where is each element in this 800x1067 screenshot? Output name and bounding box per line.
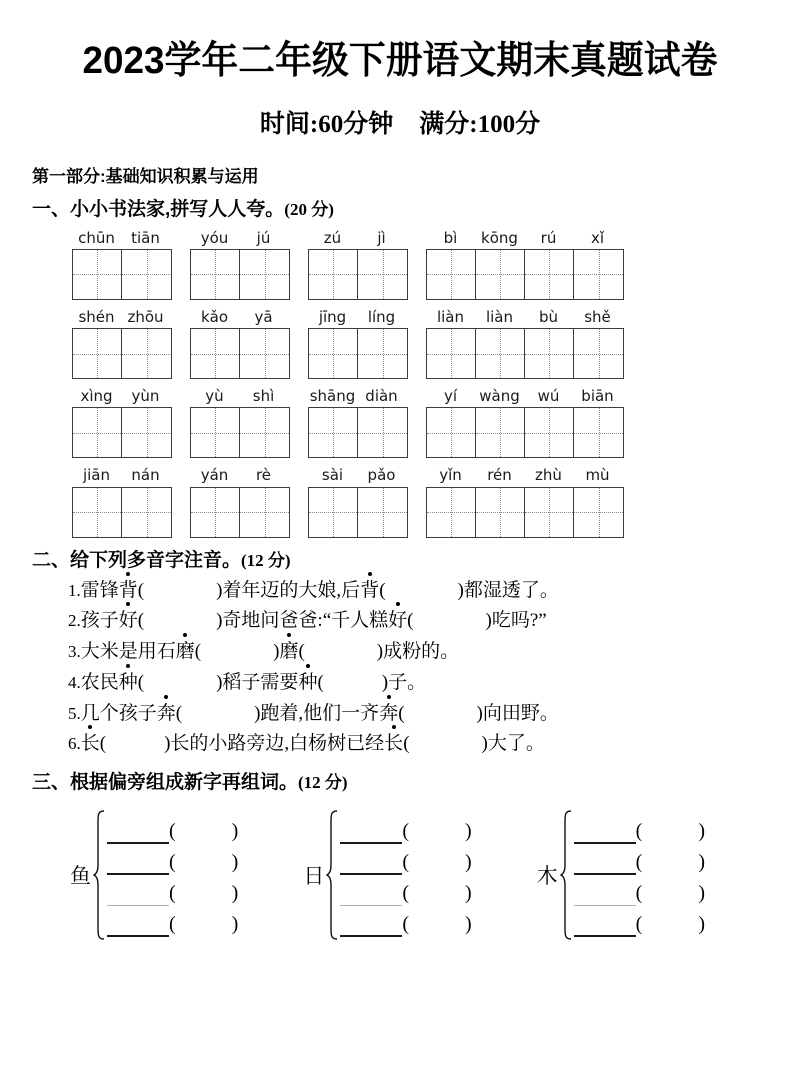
tianzige-cell[interactable] [309,250,358,299]
curly-brace-icon [560,810,572,940]
question-text: ( [407,610,414,632]
emphasized-character: 好 [119,606,138,637]
tianzige-cell[interactable] [73,250,122,299]
radical-group [70,810,303,940]
question-text: )长的小路旁边,白杨树已经 [164,733,385,755]
paren-left: ( [169,851,176,874]
pinyin-line [308,307,406,327]
radical-character: 木 [536,864,558,889]
pinyin-line [308,386,406,406]
radical-answer-rows [340,813,471,937]
question-line [68,668,770,699]
paren-left: ( [402,820,409,843]
exam-meta [30,86,770,140]
tianzige-cell[interactable] [191,329,240,378]
word-parentheses[interactable] [402,883,471,906]
curly-brace [560,810,572,940]
paren-left: ( [635,913,643,936]
radical-answer-row [574,813,705,844]
pinyin-syllable: rè [255,466,272,485]
pinyin-syllable: bù [538,307,559,326]
section-2-title: 二、给下列多音字注音。 [32,549,242,571]
tianzige-cell[interactable] [122,408,171,457]
tianzige-grid[interactable] [72,407,172,458]
radical-answer-row [107,844,238,875]
radical-answer-row [574,906,705,937]
tianzige-grid[interactable] [426,328,624,379]
question-line [68,699,770,730]
new-character-blank[interactable] [340,849,402,875]
tianzige-grid[interactable] [190,487,290,538]
section-3-radical-groups [30,810,770,940]
emphasized-character: 奔 [379,699,398,730]
tianzige-cell[interactable] [358,329,407,378]
pinyin-syllable: mù [585,466,610,485]
radical-answer-row [340,813,471,844]
emphasized-character: 长 [384,729,403,760]
new-character-blank[interactable] [107,880,169,906]
question-text: ( [317,671,324,693]
emphasized-character: 种 [119,668,138,699]
pinyin-line [426,228,622,248]
pinyin-syllable: yā [254,307,273,326]
pinyin-syllable: zhù [535,466,562,485]
question-text: ( [298,641,305,663]
question-number: 5. [68,703,81,723]
question-text: )都湿透了。 [457,579,559,601]
tianzige-cell[interactable] [191,408,240,457]
pinyin-syllable: wàng [479,387,520,405]
question-text: )大了。 [481,733,545,755]
pinyin-line [190,228,288,248]
word-parentheses[interactable] [402,914,471,937]
tianzige-cell[interactable] [358,250,407,299]
paren-right: ) [465,820,472,843]
radical-answer-rows [107,813,238,937]
tianzige-cell[interactable] [240,329,289,378]
question-text: ( [137,671,145,693]
curly-brace-icon [326,810,338,940]
pinyin-syllable: liàn [485,307,514,326]
word-group [308,386,408,458]
radical-answer-rows [574,813,705,937]
pinyin-syllable: jīng [318,307,347,326]
paren-left: ( [635,820,643,843]
tianzige-cell[interactable] [427,250,476,299]
paren-right: ) [231,882,239,905]
pinyin-syllable: shě [584,307,611,326]
radical-answer-row [107,875,238,906]
pinyin-line [72,307,170,327]
pinyin-line [190,307,288,327]
word-group [72,465,172,537]
question-number: 4. [68,672,81,692]
tianzige-cell[interactable] [309,488,358,537]
question-line [68,729,770,760]
tianzige-cell[interactable] [309,329,358,378]
question-line [68,606,770,637]
pinyin-line [426,307,622,327]
pinyin-syllable: yí [443,387,458,405]
pinyin-syllable: xìng [80,387,113,405]
radical-answer-row [574,875,705,906]
tianzige-cell[interactable] [240,408,289,457]
pinyin-syllable: shāng [309,387,356,405]
word-group [426,228,624,300]
radical-answer-row [107,813,238,844]
paren-left: ( [169,882,176,905]
pinyin-syllable: tiān [131,228,160,247]
pinyin-line [308,465,406,485]
emphasized-character: 奔 [157,699,176,730]
section-1-title: 一、小小书法家,拼写人人夸。 [32,198,285,220]
word-parentheses[interactable] [169,914,238,937]
question-line [68,637,770,668]
tianzige-cell[interactable] [309,408,358,457]
tianzige-cell[interactable] [574,408,623,457]
tianzige-grid[interactable] [72,249,172,300]
radical-answer-row [340,875,471,906]
question-text: ( [403,733,410,755]
paren-right: ) [231,851,239,874]
emphasized-character: 背 [119,576,138,607]
tianzige-cell[interactable] [122,488,171,537]
tianzige-grid[interactable] [308,249,408,300]
tianzige-cell[interactable] [427,329,476,378]
tianzige-cell[interactable] [574,250,623,299]
tianzige-grid[interactable] [308,407,408,458]
word-parentheses[interactable] [402,821,471,844]
word-parentheses[interactable] [169,852,238,875]
question-number: 1. [68,580,81,600]
tianzige-cell[interactable] [525,408,574,457]
paren-right: ) [465,851,472,874]
pinyin-syllable: rén [487,466,512,485]
paren-right: ) [465,882,472,905]
question-text: )稻子需要 [216,671,299,693]
tianzige-cell[interactable] [525,488,574,537]
word-group [190,307,290,379]
word-group [190,386,290,458]
radical-character: 日 [303,864,325,889]
curly-brace-icon [93,810,105,940]
word-parentheses[interactable] [636,914,705,937]
word-parentheses[interactable] [169,821,238,844]
pinyin-line [72,228,170,248]
paren-right: ) [465,913,472,936]
pinyin-syllable: yán [200,466,229,485]
word-parentheses[interactable] [636,883,705,906]
word-group [72,228,172,300]
tianzige-cell[interactable] [240,488,289,537]
pinyin-syllable: biān [581,387,614,405]
pinyin-syllable: xǐ [590,228,605,247]
pinyin-syllable: liàn [436,307,465,326]
exam-duration: 时间:60分钟 [259,110,394,138]
pinyin-syllable: nán [131,466,160,485]
part-heading: 第一部分:基础知识积累与运用 [32,166,259,186]
question-text: ( [175,702,183,724]
pinyin-syllable: jiān [82,466,111,485]
pinyin-syllable: pǎo [367,466,396,485]
pinyin-line [190,386,288,406]
paren-left: ( [402,882,409,905]
emphasized-character: 磨 [176,637,195,668]
tianzige-cell[interactable] [476,408,525,457]
tianzige-grid[interactable] [426,487,624,538]
pinyin-syllable: yù [205,387,224,405]
tianzige-grid[interactable] [72,328,172,379]
paren-left: ( [402,851,409,874]
tianzige-cell[interactable] [525,329,574,378]
word-group [426,386,624,458]
question-text: ( [398,702,405,724]
tianzige-cell[interactable] [122,250,171,299]
pinyin-syllable: kōng [481,228,518,247]
section-1-heading [30,187,770,221]
pinyin-line [308,228,406,248]
tianzige-cell[interactable] [191,488,240,537]
word-parentheses[interactable] [636,821,705,844]
new-character-blank[interactable] [574,880,636,906]
pinyin-syllable: kǎo [200,307,229,326]
pinyin-syllable: yóu [200,228,229,247]
word-group [72,307,172,379]
paren-left: ( [169,820,176,843]
pinyin-line [190,465,288,485]
question-text: ( [379,579,386,601]
tianzige-cell[interactable] [191,250,240,299]
question-text: ( [99,733,107,755]
question-text: )奇地问爸爸:“千人糕 [216,610,389,632]
emphasized-character: 好 [388,606,407,637]
tianzige-grid[interactable] [190,249,290,300]
pinyin-syllable: jì [377,228,386,247]
tianzige-cell[interactable] [358,408,407,457]
tianzige-grid[interactable] [190,328,290,379]
tianzige-cell[interactable] [574,488,623,537]
question-text: 孩子 [80,610,119,632]
tianzige-cell[interactable] [358,488,407,537]
tianzige-cell[interactable] [73,408,122,457]
radical-character: 鱼 [70,864,91,889]
pinyin-syllable: zhōu [127,307,164,326]
new-character-blank[interactable] [340,911,402,937]
pinyin-line [72,386,170,406]
question-number: 2. [68,611,81,631]
new-character-blank[interactable] [107,911,169,937]
section-3-heading [30,760,770,794]
paren-left: ( [169,913,176,936]
question-text: 大米是用石 [80,641,176,663]
word-group [72,386,172,458]
word-parentheses[interactable] [402,852,471,875]
pinyin-syllable: jú [256,228,271,247]
pinyin-grid-row [30,465,770,537]
section-2-heading [30,538,770,572]
radical-group [303,810,536,940]
tianzige-cell[interactable] [427,408,476,457]
question-number: 6. [68,734,81,754]
tianzige-cell[interactable] [525,250,574,299]
word-group [426,465,624,537]
emphasized-character: 长 [81,729,100,760]
pinyin-syllable: diàn [365,387,398,405]
tianzige-cell[interactable] [476,250,525,299]
question-text: ( [137,610,145,632]
pinyin-syllable: wú [537,387,560,405]
pinyin-syllable: shì [252,387,275,405]
tianzige-cell[interactable] [427,488,476,537]
word-parentheses[interactable] [169,883,238,906]
tianzige-cell[interactable] [73,329,122,378]
curly-brace [93,810,105,940]
radical-answer-row [574,844,705,875]
word-group [190,465,290,537]
word-group [308,228,408,300]
pinyin-grid-row [30,228,770,300]
emphasized-character: 背 [360,576,379,607]
section-3-title: 三、根据偏旁组成新字再组词。 [32,772,299,794]
question-text: )跑着,他们一齐 [254,702,380,724]
word-group [426,307,624,379]
paren-right: ) [231,913,239,936]
tianzige-cell[interactable] [73,488,122,537]
new-character-blank[interactable] [574,818,636,844]
pinyin-line [72,465,170,485]
paren-right: ) [231,820,239,843]
tianzige-cell[interactable] [240,250,289,299]
section-2-points: (12 分) [241,550,291,570]
section-1-points: (20 分) [284,199,334,219]
question-text: ( [194,641,202,663]
new-character-blank[interactable] [574,849,636,875]
radical-group [537,810,770,940]
tianzige-grid[interactable] [426,407,624,458]
curly-brace [326,810,338,940]
word-parentheses[interactable] [636,852,705,875]
section-1-grid-rows [30,228,770,538]
tianzige-grid[interactable] [308,328,408,379]
question-text: 农民 [80,671,119,693]
paren-left: ( [635,882,643,905]
pinyin-syllable: yùn [131,387,160,405]
pinyin-syllable: sài [321,466,344,485]
radical-answer-row [340,844,471,875]
radical-answer-row [340,906,471,937]
paren-left: ( [402,913,409,936]
pinyin-syllable: líng [367,307,396,326]
radical-answer-row [107,906,238,937]
pinyin-line [426,465,622,485]
pinyin-grid-row [30,386,770,458]
tianzige-grid[interactable] [426,249,624,300]
tianzige-cell[interactable] [476,329,525,378]
new-character-blank[interactable] [107,849,169,875]
pinyin-syllable: bì [443,228,458,247]
emphasized-character: 种 [298,668,317,699]
pinyin-syllable: shén [78,307,115,326]
pinyin-syllable: chūn [78,228,115,247]
question-text: )吃吗?” [485,610,547,632]
new-character-blank[interactable] [340,818,402,844]
tianzige-cell[interactable] [476,488,525,537]
word-group [190,228,290,300]
pinyin-syllable: zú [323,228,342,247]
question-text: )着年迈的大娘,后 [216,579,361,601]
question-text: )向田野。 [476,702,559,724]
paren-right: ) [698,882,705,905]
page-title: 2023学年二年级下册语文期末真题试卷 [82,40,718,82]
question-text: )成粉的。 [376,641,460,663]
exam-total-score: 满分:100分 [419,110,541,138]
new-character-blank[interactable] [574,911,636,937]
new-character-blank[interactable] [107,818,169,844]
paren-right: ) [698,913,705,936]
word-group [308,307,408,379]
emphasized-character: 磨 [279,637,298,668]
pinyin-syllable: yǐn [439,466,462,485]
tianzige-grid[interactable] [72,487,172,538]
pinyin-syllable: rú [540,228,557,247]
word-group [308,465,408,537]
tianzige-grid[interactable] [308,487,408,538]
question-text: 雷锋 [80,579,119,601]
tianzige-cell[interactable] [122,329,171,378]
paren-left: ( [635,851,643,874]
question-text: 几个孩子 [80,702,157,724]
tianzige-cell[interactable] [574,329,623,378]
pinyin-grid-row [30,307,770,379]
question-text: )子。 [381,671,427,693]
paren-right: ) [698,820,705,843]
question-text: ) [273,641,280,663]
paren-right: ) [698,851,705,874]
section-3-points: (12 分) [298,773,348,793]
question-line [68,576,770,607]
question-text: ( [137,579,145,601]
tianzige-grid[interactable] [190,407,290,458]
section-2-question-list [30,576,770,761]
question-number: 3. [68,642,81,662]
new-character-blank[interactable] [340,880,402,906]
pinyin-line [426,386,622,406]
